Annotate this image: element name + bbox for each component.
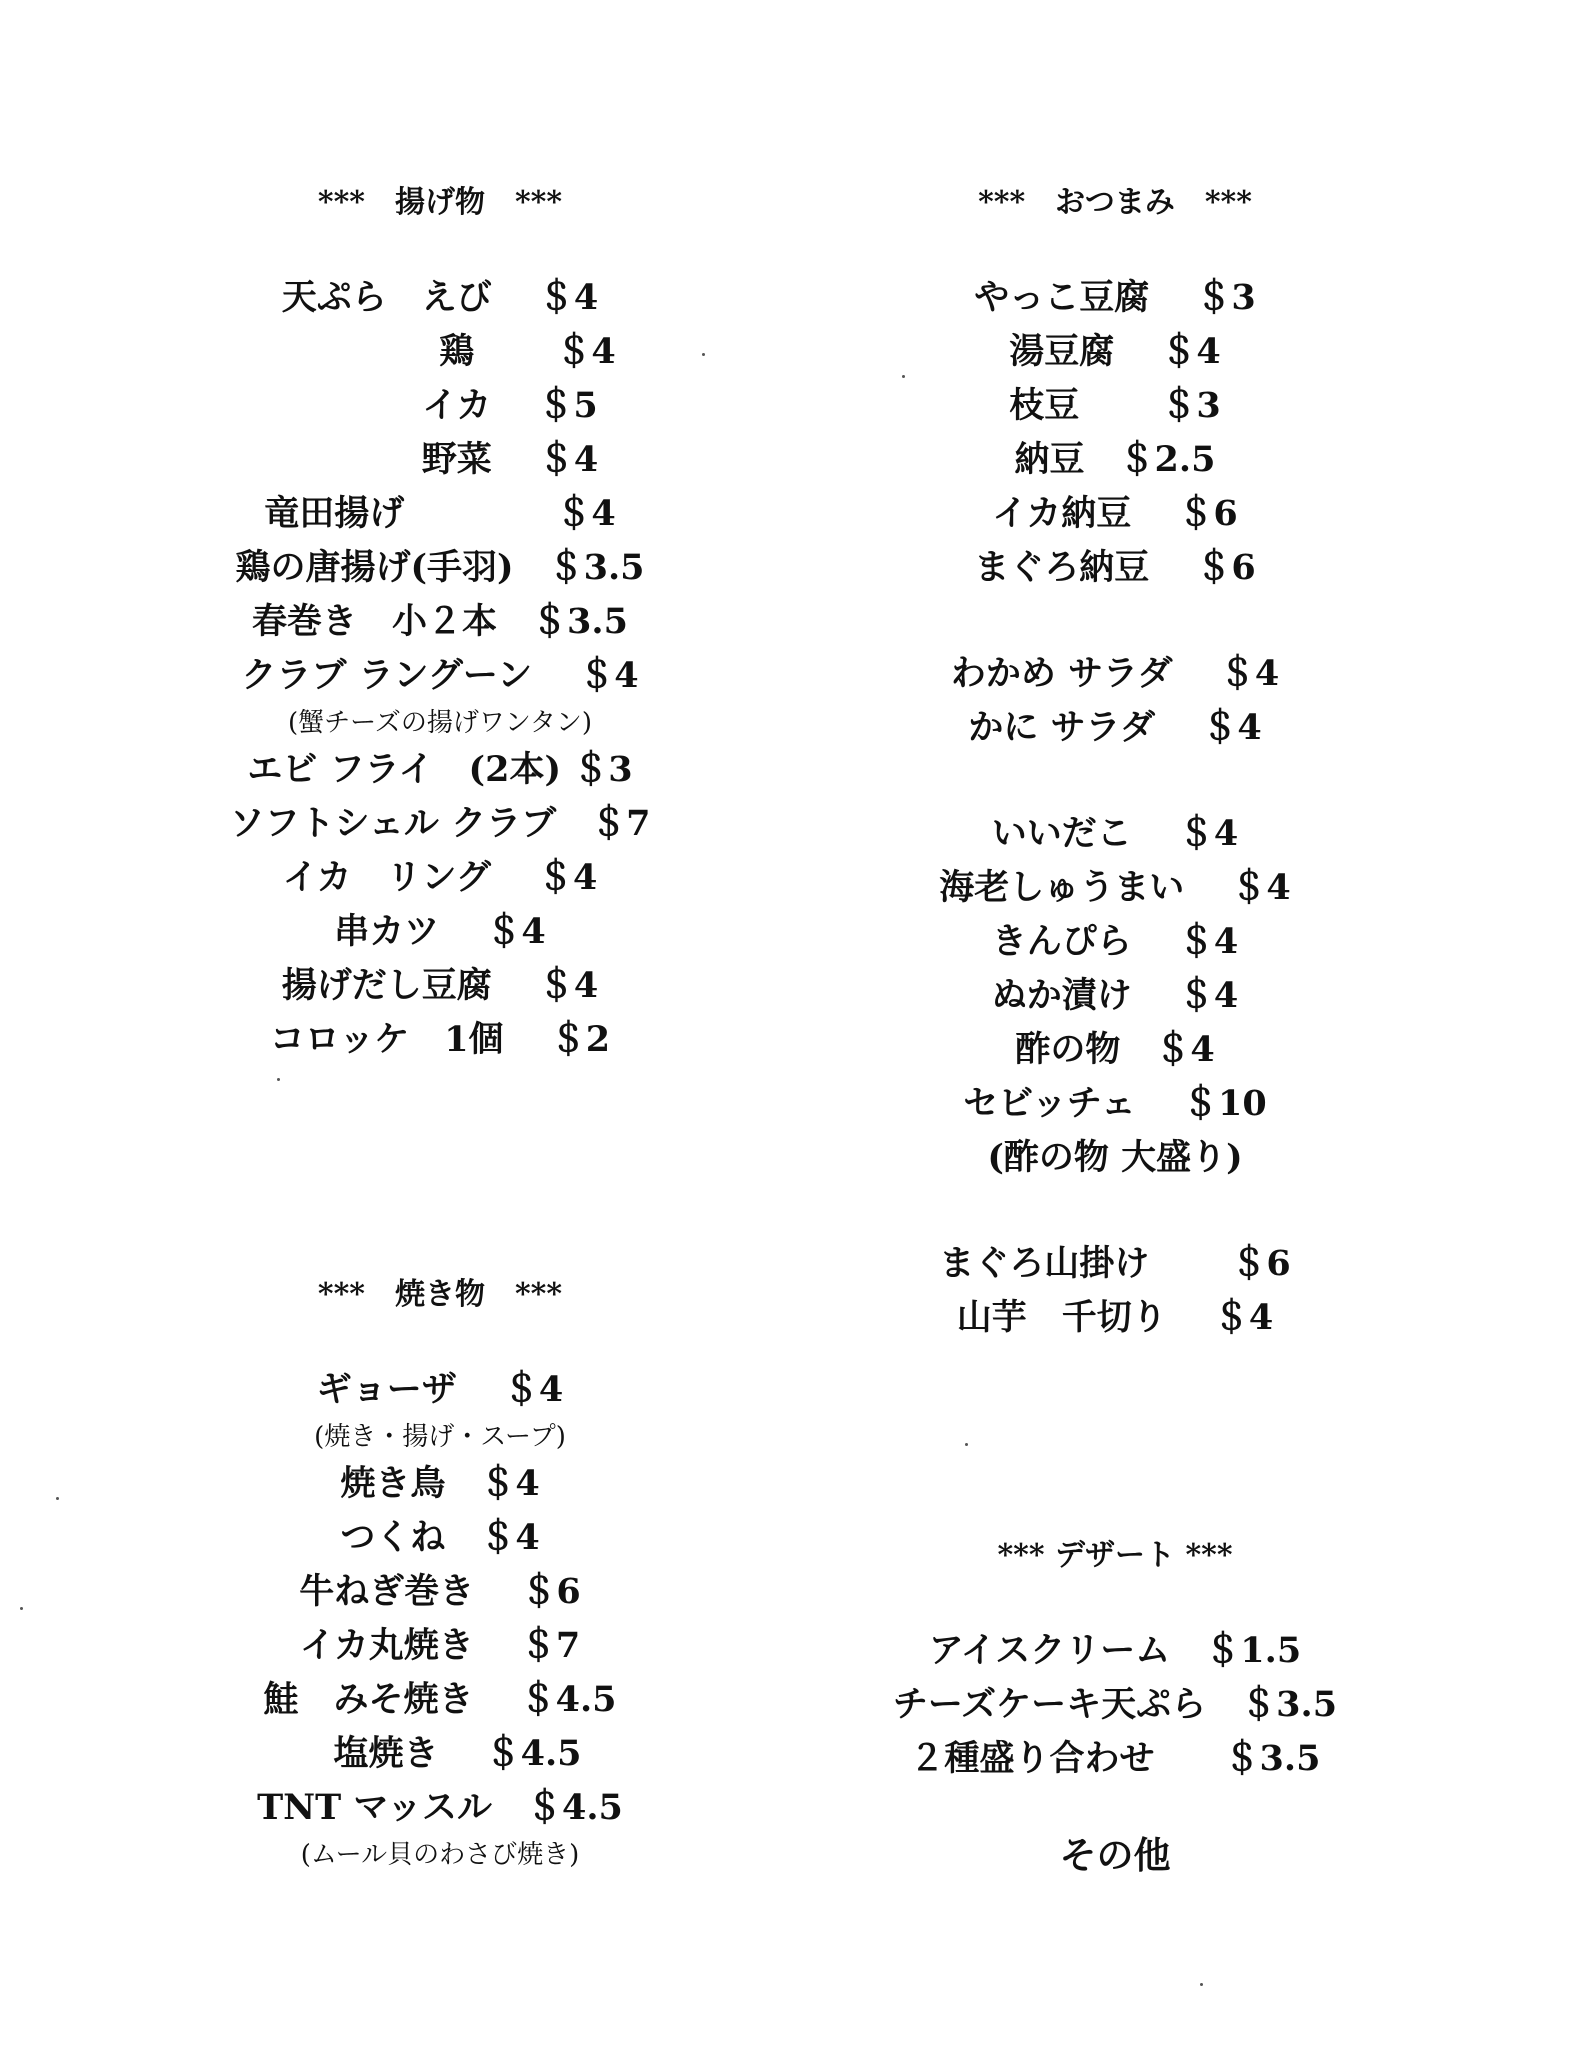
menu-item: チーズケーキ天ぷら ＄3.5 bbox=[892, 1684, 1338, 1725]
menu-item: 鶏 ＄4 bbox=[264, 331, 616, 372]
agemono-heading: *** 揚げ物 *** bbox=[317, 185, 563, 220]
menu-item: いいだこ ＄4 bbox=[991, 813, 1239, 854]
menu-item: イカ リング ＄4 bbox=[282, 857, 598, 898]
agemono-section bbox=[175, 185, 705, 1067]
menu-item: 鮭 みそ焼き ＄4.5 bbox=[263, 1679, 617, 1720]
menu-item: ギョーザ ＄4 bbox=[316, 1369, 564, 1410]
menu-item-note: (酢の物 大盛り) bbox=[987, 1137, 1243, 1178]
menu-item: クラブ ラングーン ＄4 bbox=[241, 655, 639, 696]
menu-item: 焼き鳥 ＄4 bbox=[340, 1463, 540, 1504]
menu-item: 串カツ ＄4 bbox=[334, 911, 546, 952]
menu-item: わかめ サラダ ＄4 bbox=[950, 653, 1280, 694]
menu-item: TNT マッスル ＄4.5 bbox=[257, 1787, 623, 1828]
menu-item: 春巻き 小２本 ＄3.5 bbox=[252, 601, 628, 642]
menu-item: 枝豆 ＄3 bbox=[1009, 385, 1221, 426]
menu-item: セビッチェ ＄10 bbox=[963, 1083, 1267, 1124]
menu-item: エビ フライ (2本) ＄3 bbox=[247, 749, 633, 790]
menu-item: 山芋 千切り ＄4 bbox=[956, 1297, 1274, 1338]
menu-item: ２種盛り合わせ ＄3.5 bbox=[909, 1738, 1321, 1779]
menu-item: ソフトシェル クラブ ＄7 bbox=[229, 803, 651, 844]
menu-item: 湯豆腐 ＄4 bbox=[1009, 331, 1221, 372]
scan-speck bbox=[20, 1607, 23, 1610]
scan-speck bbox=[1200, 1983, 1203, 1986]
menu-item: やっこ豆腐 ＄3 bbox=[974, 277, 1256, 318]
menu-item: 天ぷら えび ＄4 bbox=[281, 277, 599, 318]
scan-speck bbox=[965, 1443, 968, 1446]
menu-item: イカ納豆 ＄6 bbox=[992, 493, 1238, 534]
menu-item: まぐろ納豆 ＄6 bbox=[974, 547, 1256, 588]
menu-item-note: (ムール貝のわさび焼き) bbox=[300, 1840, 580, 1870]
dessert-heading: *** デザート *** bbox=[997, 1538, 1233, 1573]
other-label: その他 bbox=[1059, 1833, 1171, 1877]
menu-item: アイスクリーム ＄1.5 bbox=[928, 1630, 1302, 1671]
dessert-section bbox=[855, 1538, 1375, 1882]
menu-item: 酢の物 ＄4 bbox=[1015, 1029, 1215, 1070]
otsumami-heading: *** おつまみ *** bbox=[978, 185, 1252, 220]
otsumami-section bbox=[855, 185, 1375, 1345]
menu-item: 牛ねぎ巻き ＄6 bbox=[299, 1571, 581, 1612]
menu-item: ぬか漬け ＄4 bbox=[991, 975, 1239, 1016]
scan-speck bbox=[277, 1078, 280, 1081]
scan-speck bbox=[56, 1497, 59, 1500]
menu-item: 竜田揚げ ＄4 bbox=[264, 493, 616, 534]
menu-item: きんぴら ＄4 bbox=[991, 921, 1239, 962]
menu-item: 塩焼き ＄4.5 bbox=[298, 1733, 582, 1774]
scan-speck bbox=[702, 353, 705, 356]
menu-item: 野菜 ＄4 bbox=[281, 439, 599, 480]
menu-item: 納豆 ＄2.5 bbox=[1014, 439, 1216, 480]
menu-item: 鶏の唐揚げ(手羽) ＄3.5 bbox=[235, 547, 645, 588]
menu-item: 海老しゅうまい ＄4 bbox=[939, 867, 1291, 908]
yakimono-heading: *** 焼き物 *** bbox=[317, 1277, 563, 1312]
menu-item-note: (蟹チーズの揚げワンタン) bbox=[288, 708, 592, 738]
menu-item: まぐろ山掛け ＄6 bbox=[939, 1243, 1291, 1284]
yakimono-section bbox=[175, 1277, 705, 1875]
menu-item: イカ ＄5 bbox=[282, 385, 598, 426]
menu-item: コロッケ 1個 ＄2 bbox=[269, 1019, 611, 1060]
menu-item: 揚げだし豆腐 ＄4 bbox=[281, 965, 599, 1006]
menu-item-note: (焼き・揚げ・スープ) bbox=[314, 1422, 566, 1452]
menu-item: かに サラダ ＄4 bbox=[968, 707, 1262, 748]
menu-item: つくね ＄4 bbox=[340, 1517, 540, 1558]
scan-speck bbox=[902, 375, 905, 378]
menu-item: イカ丸焼き ＄7 bbox=[299, 1625, 581, 1666]
